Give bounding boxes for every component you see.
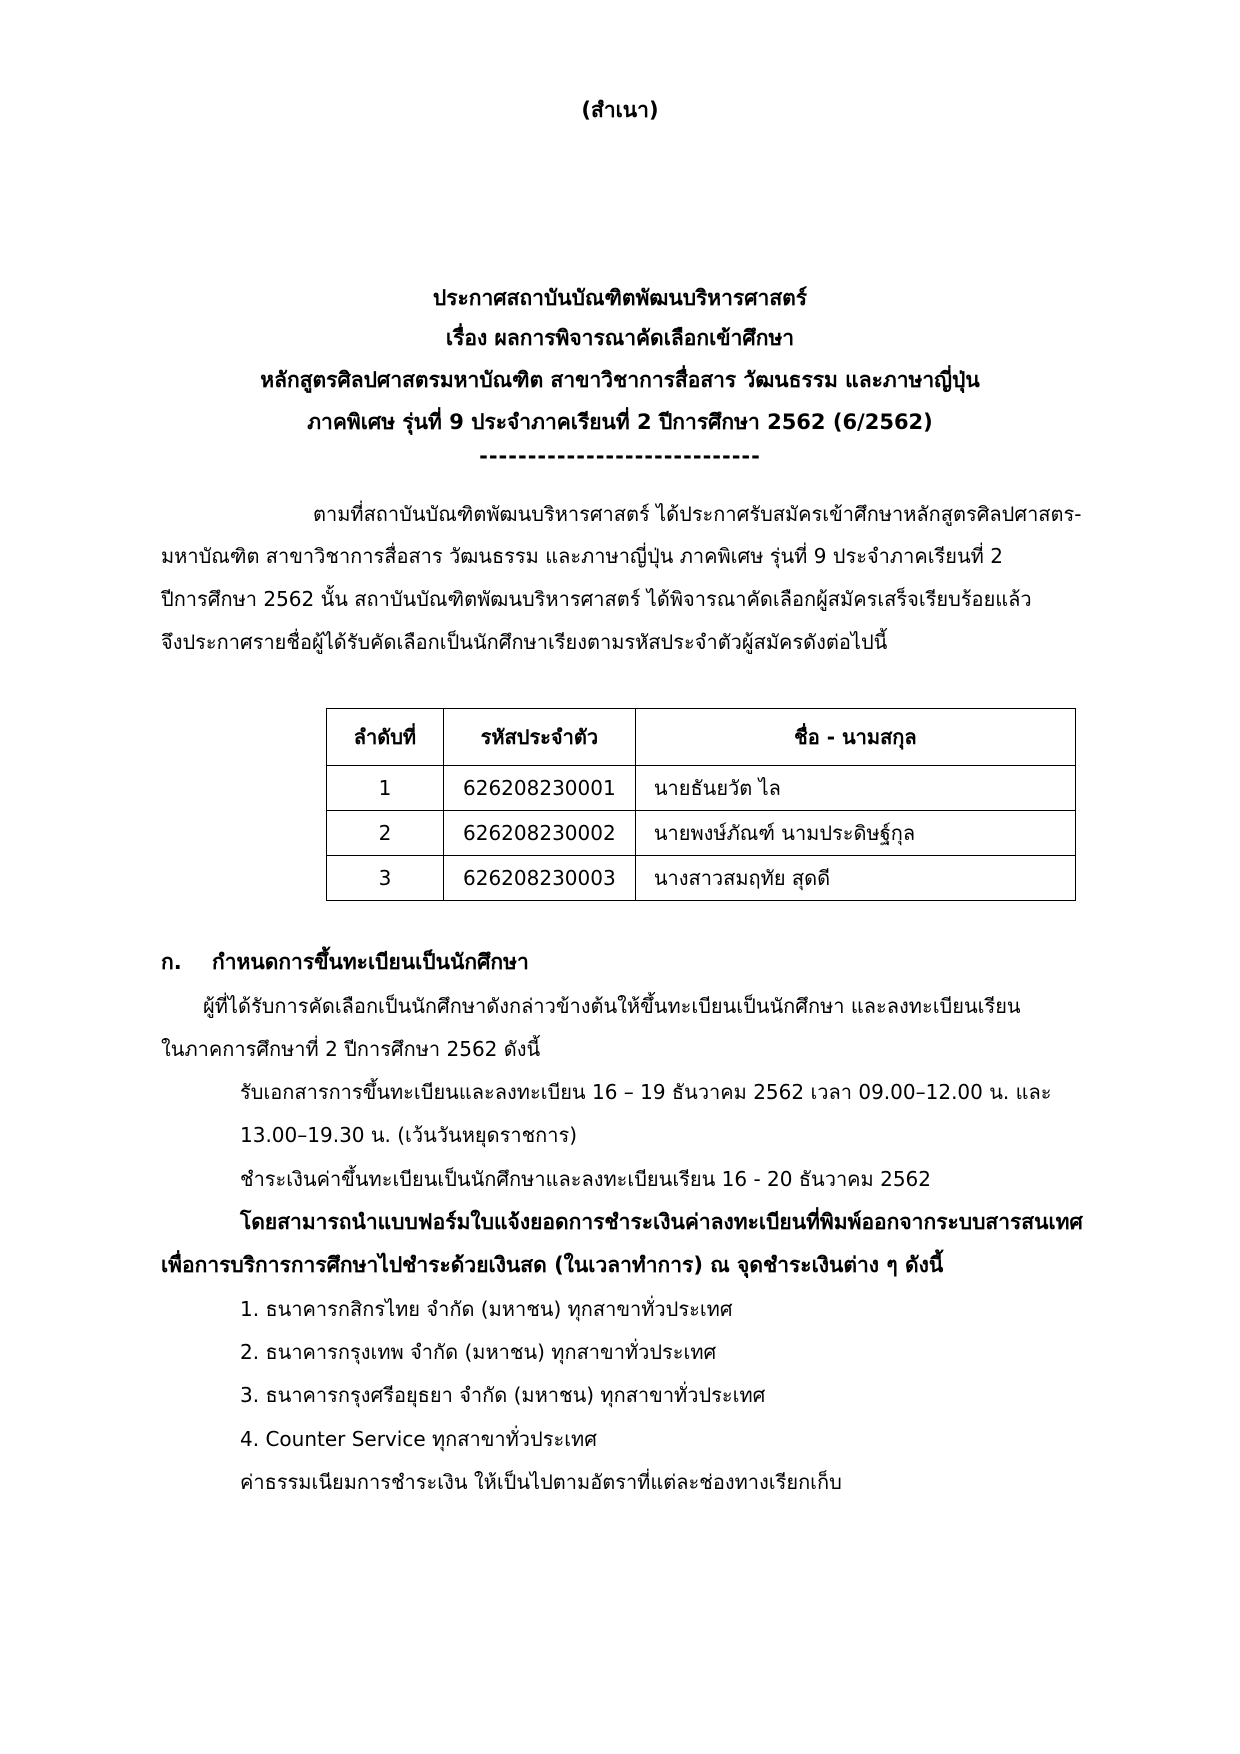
title-line-2: เรื่อง ผลการพิจารณาคัดเลือกเข้าศึกษา xyxy=(445,326,795,350)
table-header-row xyxy=(327,709,1076,766)
section-a-para-line-2: ในภาคการศึกษาที่ 2 ปีการศึกษา 2562 ดังนี้ xyxy=(161,1037,541,1061)
fee-note: ค่าธรรมเนียมการชำระเงิน ให้เป็นไปตามอัตราที่แต่ละช่องทางเรียกเก็บ xyxy=(240,1470,842,1494)
docs-schedule-line-2: 13.00–19.30 น. (เว้นวันหยุดราชการ) xyxy=(240,1123,578,1147)
intro-line-4: จึงประกาศรายชื่อผู้ได้รับคัดเลือกเป็นนักศึกษาเรียงตามรหัสประจำตัวผู้สมัครดังต่อไปนี้ xyxy=(161,630,888,654)
row-order: 1 xyxy=(327,766,444,811)
payment-schedule-line: ชำระเงินค่าขึ้นทะเบียนเป็นนักศึกษาและลงทะเบียนเรียน 16 - 20 ธันวาคม 2562 xyxy=(240,1167,931,1191)
intro-line-2: มหาบัณฑิต สาขาวิชาการสื่อสาร วัฒนธรรม และภาษาญี่ปุ่น ภาคพิเศษ รุ่นที่ 9 ประจำภาคเรียนที่ 2 xyxy=(161,544,1003,568)
title-line-4: ภาคพิเศษ รุ่นที่ 9 ประจำภาคเรียนที่ 2 ปีการศึกษา 2562 (6/2562) xyxy=(307,410,933,434)
row-name: นายธันยวัต ไล xyxy=(635,766,1075,811)
header-order: ลำดับที่ xyxy=(327,709,444,766)
section-a-heading: กำหนดการขึ้นทะเบียนเป็นนักศึกษา xyxy=(212,950,529,974)
header-id: รหัสประจำตัว xyxy=(443,709,635,766)
payment-channel-3: 3. ธนาคารกรุงศรีอยุธยา จำกัด (มหาชน) ทุกสาขาทั่วประเทศ xyxy=(240,1383,766,1407)
row-order: 3 xyxy=(327,856,444,901)
payment-instruction-line-1: โดยสามารถนำแบบฟอร์มใบแจ้งยอดการชำระเงินค่าลงทะเบียนที่พิมพ์ออกจากระบบสารสนเทศ xyxy=(240,1210,1083,1234)
copy-label: (สำเนา) xyxy=(581,98,659,122)
row-name: นายพงษ์ภัณฑ์ นามประดิษฐ์กุล xyxy=(635,811,1075,856)
header-name: ชื่อ - นามสกุล xyxy=(635,709,1075,766)
payment-channel-2: 2. ธนาคารกรุงเทพ จำกัด (มหาชน) ทุกสาขาทั่วประเทศ xyxy=(240,1340,717,1364)
title-line-1: ประกาศสถาบันบัณฑิตพัฒนบริหารศาสตร์ xyxy=(432,286,808,310)
row-name: นางสาวสมฤทัย สุดดี xyxy=(635,856,1075,901)
row-id: 626208230002 xyxy=(443,811,635,856)
section-a-marker: ก. xyxy=(161,950,182,974)
title-divider: ----------------------------- xyxy=(479,444,761,468)
table-row xyxy=(327,856,1076,901)
admitted-students-table xyxy=(326,708,1076,901)
intro-line-1: ตามที่สถาบันบัณฑิตพัฒนบริหารศาสตร์ ได้ประกาศรับสมัครเข้าศึกษาหลักสูตรศิลปศาสตร- xyxy=(313,502,1082,526)
payment-instruction-line-2: เพื่อการบริการการศึกษาไปชำระด้วยเงินสด (ในเวลาทำการ) ณ จุดชำระเงินต่าง ๆ ดังนี้ xyxy=(161,1253,944,1277)
intro-line-3: ปีการศึกษา 2562 นั้น สถาบันบัณฑิตพัฒนบริหารศาสตร์ ได้พิจารณาคัดเลือกผู้สมัครเสร็จเรียบร้อยแล้ว xyxy=(161,587,1032,611)
table-row xyxy=(327,811,1076,856)
payment-channel-1: 1. ธนาคารกสิกรไทย จำกัด (มหาชน) ทุกสาขาทั่วประเทศ xyxy=(240,1297,733,1321)
row-id: 626208230003 xyxy=(443,856,635,901)
payment-channel-4: 4. Counter Service ทุกสาขาทั่วประเทศ xyxy=(240,1427,597,1451)
row-order: 2 xyxy=(327,811,444,856)
section-a-para-line-1: ผู้ที่ได้รับการคัดเลือกเป็นนักศึกษาดังกล่าวข้างต้นให้ขึ้นทะเบียนเป็นนักศึกษา และลงทะเบียนเรียน xyxy=(203,994,1021,1018)
title-line-3: หลักสูตรศิลปศาสตรมหาบัณฑิต สาขาวิชาการสื่อสาร วัฒนธรรม และภาษาญี่ปุ่น xyxy=(260,368,980,392)
row-id: 626208230001 xyxy=(443,766,635,811)
table-row xyxy=(327,766,1076,811)
docs-schedule-line-1: รับเอกสารการขึ้นทะเบียนและลงทะเบียน 16 – 19 ธันวาคม 2562 เวลา 09.00–12.00 น. และ xyxy=(240,1080,1052,1104)
